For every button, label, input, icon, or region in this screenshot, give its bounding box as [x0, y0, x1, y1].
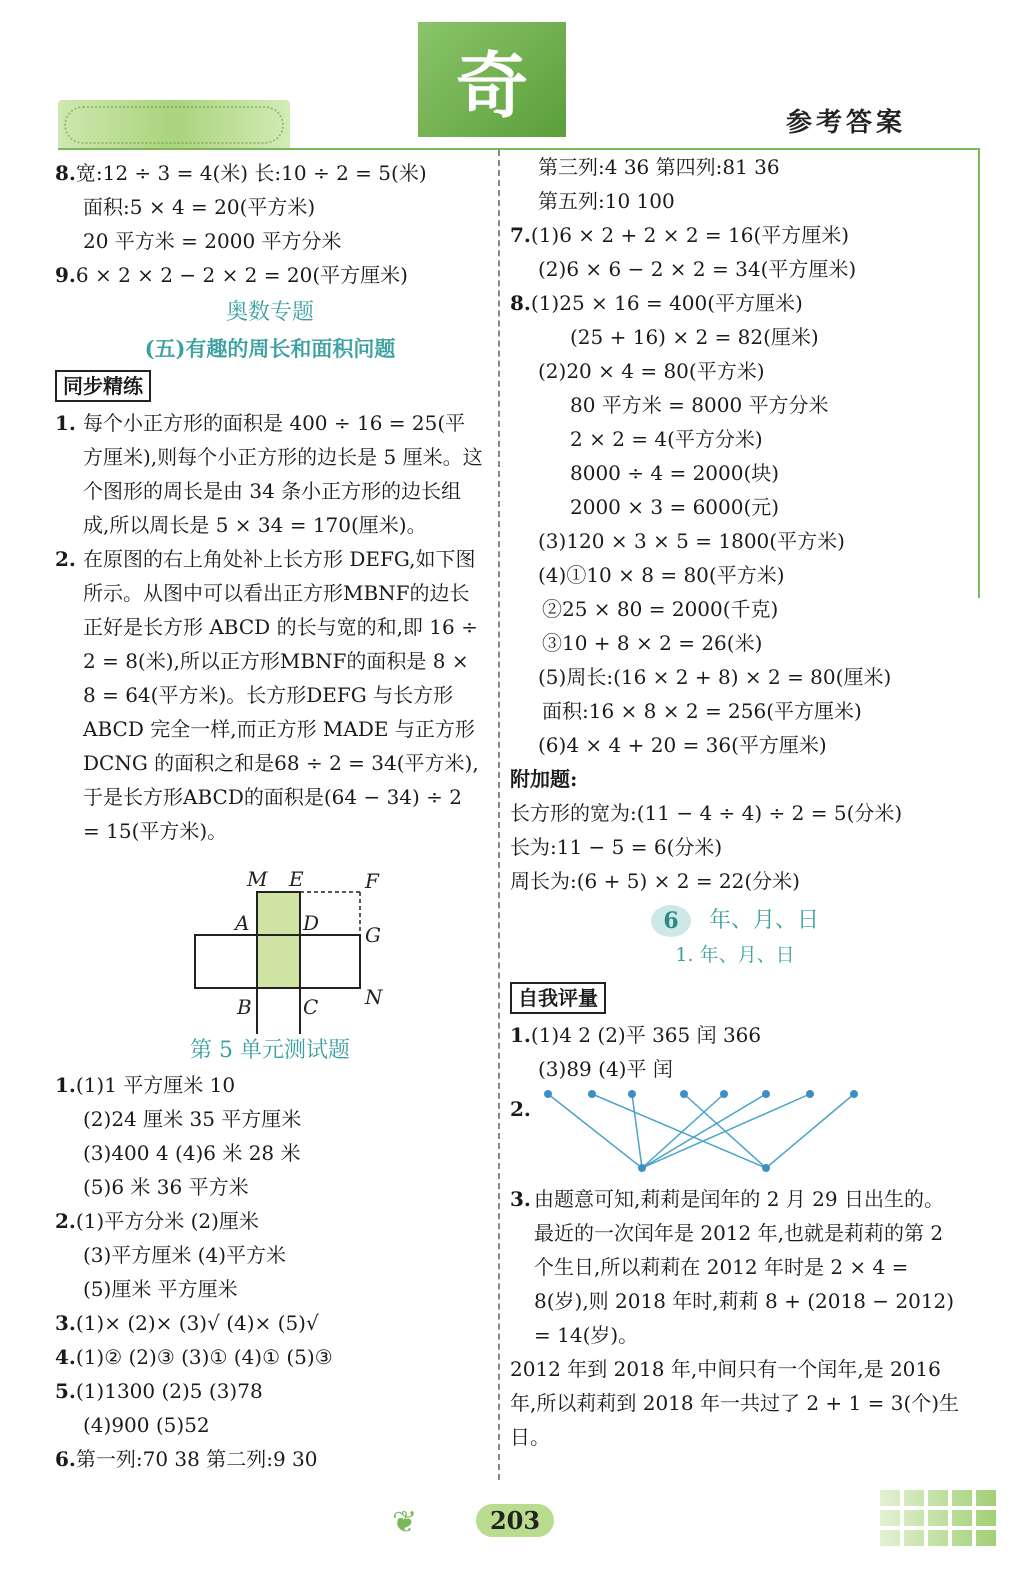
- unit-test-title: 第 5 单元测试题: [190, 1038, 350, 1063]
- corner-decoration: [880, 1486, 1000, 1546]
- answer-text: (3)400 4 (4)6 米 28 米: [83, 1141, 301, 1165]
- answer-1: [55, 406, 485, 542]
- answer-text: 6 × 2 × 2 − 2 × 2 = 20(平方厘米): [75, 263, 408, 287]
- answer-line: [510, 558, 960, 592]
- header-title: 参考答案: [786, 108, 907, 138]
- answer-line: [55, 1068, 485, 1102]
- book-logo: [418, 22, 566, 137]
- label-C: C: [303, 995, 319, 1019]
- answer-text: (1)25 × 16 = 400(平方厘米): [530, 291, 803, 315]
- column-divider: [498, 150, 500, 1480]
- right-answer-lines: [510, 150, 960, 762]
- answer-line: [55, 1170, 485, 1204]
- answer-number: 9.: [55, 263, 76, 287]
- answer-line: [510, 626, 960, 660]
- answer-line: [510, 218, 960, 252]
- unit-title: 年、月、日: [708, 908, 819, 933]
- answer-line: [55, 258, 485, 292]
- answer-line: [55, 1238, 485, 1272]
- answer-text: (5)周长:(16 × 2 + 8) × 2 = 80(厘米): [538, 665, 892, 689]
- practice-box-label: 同步精练: [55, 370, 151, 402]
- frame-rule: [978, 148, 980, 598]
- answer-number: 2.: [510, 1097, 531, 1121]
- answer-line: [510, 524, 960, 558]
- answer-line: [55, 224, 485, 258]
- label-G: G: [365, 923, 381, 947]
- answer-line: [55, 1442, 485, 1476]
- page-number: [440, 1498, 590, 1542]
- answer-line: [510, 184, 960, 218]
- left-column: [55, 156, 485, 1476]
- answer-text: (6)4 × 4 + 20 = 36(平方厘米): [538, 733, 827, 757]
- page-number-text: 203: [476, 1504, 554, 1537]
- answer-text: (4)900 (5)52: [83, 1413, 210, 1437]
- answer-number: 1.: [55, 1073, 76, 1097]
- label-F: F: [365, 869, 379, 893]
- answer-3: [510, 1182, 960, 1352]
- answer-text: (1)② (2)③ (3)① (4)① (5)③: [75, 1345, 333, 1369]
- answer-line: [510, 150, 960, 184]
- answer-number: 3.: [510, 1187, 531, 1211]
- extra-answer-lines: [510, 796, 960, 898]
- answer-text: 20 平方米 = 2000 平方分米: [83, 229, 342, 253]
- answer-number: 4.: [55, 1345, 76, 1369]
- answer-line: [510, 456, 960, 490]
- answer-number: 3.: [55, 1311, 76, 1335]
- answer-2: [55, 542, 485, 848]
- answer-text: (1)4 2 (2)平 365 闰 366: [530, 1023, 762, 1047]
- answer-number: 1.: [510, 1023, 531, 1047]
- answer-text: 2 × 2 = 4(平方分米): [570, 427, 763, 451]
- answer-2-matching: [510, 1086, 960, 1176]
- label-E: E: [289, 867, 304, 891]
- unit-test-answers: [55, 1068, 485, 1476]
- answer-text: 每个小正方形的面积是 400 ÷ 16 = 25(平方厘米),则每个小正方形的边长是 5 厘米。这个图形的周长是由 34 条小正方形的边长组成,所以周长是 5 × 34 = 170(厘米)。: [83, 411, 483, 537]
- answer-line: [510, 1018, 960, 1052]
- answer-line: [510, 592, 960, 626]
- answer-line: [510, 388, 960, 422]
- answer-line: [510, 252, 960, 286]
- answer-text: 2000 × 3 = 6000(元): [570, 495, 780, 519]
- unit-heading: [510, 904, 960, 938]
- answer-line: [55, 1204, 485, 1238]
- extra-title: 附加题:: [510, 767, 578, 791]
- geometry-diagram: [55, 854, 485, 1034]
- answer-line: [55, 1272, 485, 1306]
- matching-diagram: [534, 1086, 874, 1176]
- answer-text: 由题意可知,莉莉是闰年的 2 月 29 日出生的。最近的一次闰年是 2012 年,也就是莉莉的第 2 个生日,所以莉莉在 2012 年时是 2 × 4 = 8(岁),则 2018 年时,莉莉 8 + (2018 − 2012) = 14(岁)。: [534, 1187, 955, 1347]
- answer-number: 2.: [55, 1209, 76, 1233]
- answer-text: (5)厘米 平方厘米: [83, 1277, 238, 1301]
- answer-number: 1.: [55, 411, 76, 435]
- answer-text: (2)6 × 6 − 2 × 2 = 34(平方厘米): [538, 257, 857, 281]
- answer-text: (25 + 16) × 2 = 82(厘米): [570, 325, 819, 349]
- answer-line: [510, 422, 960, 456]
- answer-line: [55, 1136, 485, 1170]
- answer-line: [55, 1374, 485, 1408]
- answer-text: (1)平方分米 (2)厘米: [75, 1209, 259, 1233]
- answer-text: 第五列:10 100: [538, 189, 675, 213]
- answer-text: (3)平方厘米 (4)平方米: [83, 1243, 287, 1267]
- answer-text: 在原图的右上角处补上长方形 DEFG,如下图所示。从图中可以看出正方形MBNF的边长正好是长方形 ABCD 的长与宽的和,即 16 ÷ 2 = 8(米),所以正方形MBNF的面积是 8 × 8 = 64(平方米)。长方形DEFG 与长方形 ABCD 完全一样,而正方形 MADE 与正方形 DCNG 的面积之和是68 ÷ 2 = 34(平方米),于是长方形ABCD的面积是(64 − 34) ÷ 2 = 15(平方米)。: [83, 547, 479, 843]
- answer-line: [510, 1052, 960, 1086]
- extra-answer-line: 长方形的宽为:(11 − 4 ÷ 4) ÷ 2 = 5(分米): [510, 801, 903, 825]
- footer-swirl-icon: ❦: [392, 1505, 418, 1540]
- answer-line: [55, 156, 485, 190]
- answer-line: [510, 694, 960, 728]
- label-N: N: [365, 985, 383, 1009]
- right-column: [510, 150, 960, 1454]
- answer-number: 5.: [55, 1379, 76, 1403]
- answer-number: 7.: [510, 223, 531, 247]
- answer-line: [510, 320, 960, 354]
- section-title: 奥数专题: [225, 300, 314, 325]
- extra-answer-line: 长为:11 − 5 = 6(分米): [510, 835, 723, 859]
- answer-text: 面积:5 × 4 = 20(平方米): [83, 195, 316, 219]
- answer-number: 8.: [510, 291, 531, 315]
- answer-text: ②25 × 80 = 2000(千克): [542, 597, 779, 621]
- answer-line: [55, 1102, 485, 1136]
- answer-text: (2)20 × 4 = 80(平方米): [538, 359, 765, 383]
- answer-text: ③10 + 8 × 2 = 26(米): [542, 631, 763, 655]
- answer-text: 8000 ÷ 4 = 2000(块): [570, 461, 780, 485]
- label-M: M: [247, 867, 268, 891]
- answer-text: 80 平方米 = 8000 平方分米: [570, 393, 829, 417]
- answer-line: [55, 1306, 485, 1340]
- answer-text: 面积:16 × 8 × 2 = 256(平方厘米): [542, 699, 862, 723]
- answer-3-continued: 2012 年到 2018 年,中间只有一个闰年,是 2016 年,所以莉莉到 2018 年一共过了 2 + 1 = 3(个)生日。: [510, 1357, 960, 1449]
- header-decoration: [58, 100, 290, 150]
- self-assessment-answers: [510, 1018, 960, 1086]
- answer-number: 6.: [55, 1447, 76, 1471]
- answer-line: [55, 1340, 485, 1374]
- answer-text: (1)1 平方厘米 10: [75, 1073, 236, 1097]
- answer-line: [55, 190, 485, 224]
- answer-line: [510, 286, 960, 320]
- answer-text: (4)①10 × 8 = 80(平方米): [538, 563, 785, 587]
- label-D: D: [303, 911, 320, 935]
- answer-text: (5)6 米 36 平方米: [83, 1175, 249, 1199]
- answer-number: 8.: [55, 161, 76, 185]
- answer-text: (1)1300 (2)5 (3)78: [75, 1379, 263, 1403]
- answer-text: (3)89 (4)平 闰: [538, 1057, 673, 1081]
- answer-line: [510, 490, 960, 524]
- label-A: A: [235, 911, 250, 935]
- left-answer-lines: [55, 156, 485, 292]
- answer-text: 宽:12 ÷ 3 = 4(米) 长:10 ÷ 2 = 5(米): [75, 161, 427, 185]
- answer-line: [510, 660, 960, 694]
- answer-line: [510, 354, 960, 388]
- self-assessment-box-label: 自我评量: [510, 982, 606, 1014]
- logo-text: 奇: [455, 42, 528, 128]
- unit-number-badge: 6: [651, 905, 691, 937]
- answer-text: (2)24 厘米 35 平方厘米: [83, 1107, 302, 1131]
- shaded-rectangle: [257, 892, 300, 988]
- answer-text: 第三列:4 36 第四列:81 36: [538, 155, 780, 179]
- answer-line: [55, 1408, 485, 1442]
- label-B: B: [237, 995, 252, 1019]
- sub-title: 1. 年、月、日: [675, 944, 795, 966]
- answer-text: 第一列:70 38 第二列:9 30: [75, 1447, 318, 1471]
- subsection-title: (五)有趣的周长和面积问题: [144, 336, 396, 361]
- answer-text: (1)× (2)× (3)√ (4)× (5)√: [75, 1311, 319, 1335]
- answer-text: (1)6 × 2 + 2 × 2 = 16(平方厘米): [530, 223, 850, 247]
- extra-answer-line: 周长为:(6 + 5) × 2 = 22(分米): [510, 869, 800, 893]
- answer-number: 2.: [55, 547, 76, 571]
- answer-line: [510, 728, 960, 762]
- answer-text: (3)120 × 3 × 5 = 1800(平方米): [538, 529, 845, 553]
